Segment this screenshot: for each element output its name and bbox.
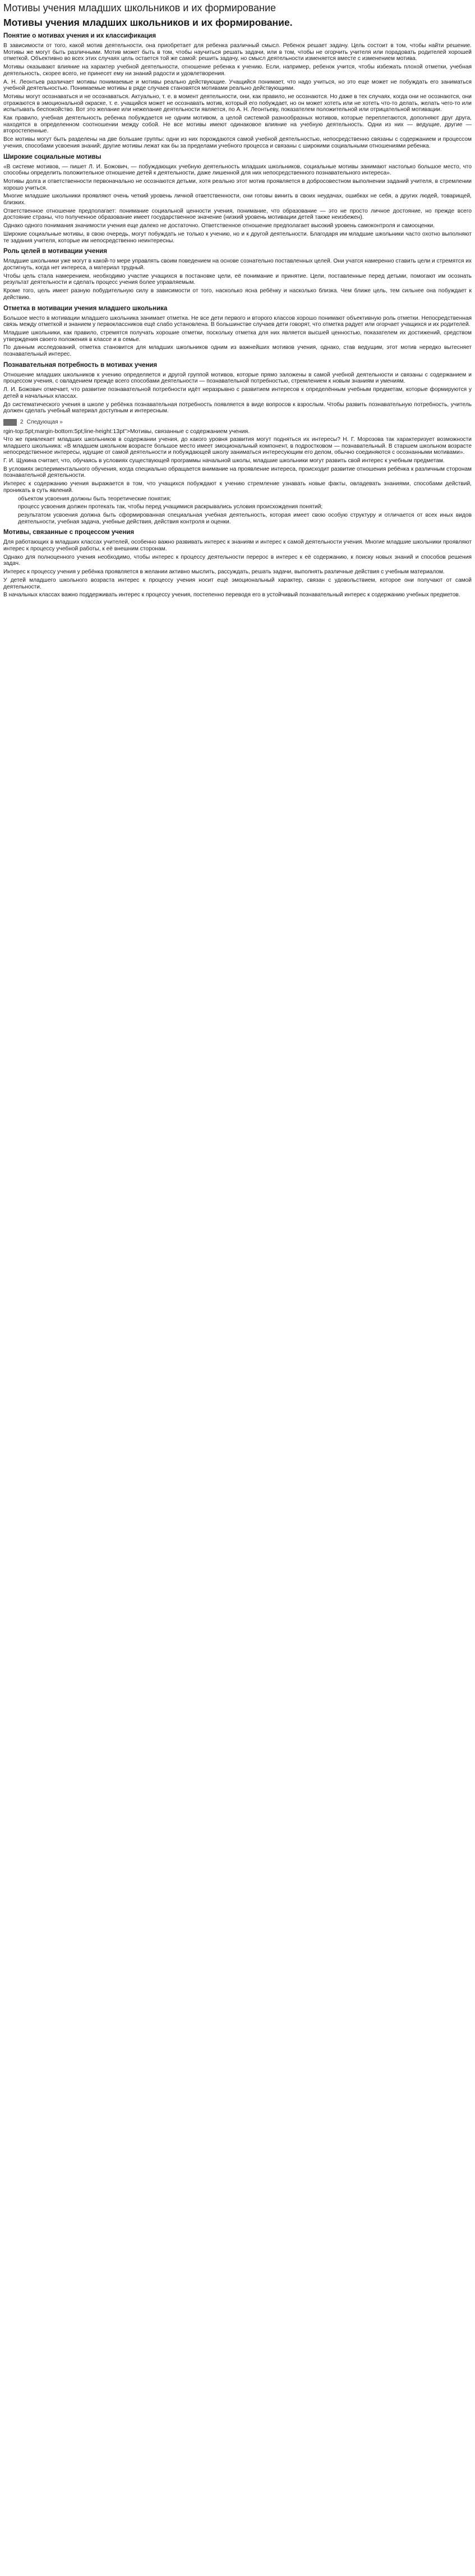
paragraph: В начальных классах важно поддерживать интерес к процессу учения, постепенно переводя его в устойчивый познавательный интерес к содержанию учебных предметов. [3, 592, 460, 599]
paragraph: Кроме того, цель имеет разную побудительную силу в зависимости от того, насколько ясна ребёнку и насколько близка. Чем ближе цель, тем сильнее она побуждает к действию. [3, 288, 472, 301]
document-title: Мотивы учения младших школьников и их формирование. [3, 17, 293, 28]
paragraph: Мотивы долга и ответственности первоначально не осознаются детьми, хотя реально этот мотив проявляется в добросовестном выполнении заданий учителя, в стремлении хорошо учиться. [3, 178, 472, 191]
paragraph: В зависимости от того, какой мотив деятельности, она приобретает для ребенка различный смысл. Ребенок решает задачу. Цель состоит в том, чтобы найти решение. Мотивы же могут быть различными. Мотив может быть в том, чтобы научиться решать задачи, или в том, чтобы не огорчить учителя или порадовать родителей хорошей отметкой. Объективно во всех этих случаях цель остается той же самой: решить задачу, но смысл деятельности изменяется вместе с изменением мотива. [3, 43, 472, 62]
section [3, 247, 472, 301]
markup-artifact-heading: rgin-top:5pt;margin-bottom:5pt;line-height:13pt">Мотивы, связанные с содержанием учения. [3, 427, 250, 435]
pagination-next-link[interactable]: Следующая » [26, 419, 63, 426]
section [3, 305, 472, 358]
paragraph: Чтобы цель стала намерением, необходимо участие учащихся в постановке цели, её понимание и принятие. Цели, поставленные перед детьми, помогают им осознать результат деятельности и сделать процесс учения более управляемым. [3, 273, 472, 286]
paragraph: Как правило, учебная деятельность ребенка побуждается не одним мотивом, а целой системой разнообразных мотивов, которые переплетаются, дополняют друг друга, находятся в определенном соотношении между собой. Не все мотивы имеют одинаковое влияние на учебную деятельность. Одни из них — ведущие, другие — второстепенные. [3, 115, 472, 135]
section [3, 153, 472, 245]
paragraph: Все мотивы могут быть разделены на две большие группы: одни из них порождаются самой учебной деятельностью, непосредственно связаны с содержанием и процессом учения, способами усвоения знаний; другие мотивы лежат как бы за пределами учебного процесса и связаны с широкими социальными отношениями ребенка. [3, 136, 472, 149]
paragraph: Г. И. Щукина считает, что, обучаясь в условиях существующей программы начальной школы, младшие школьники могут развить свой интерес к учебным предметам. [3, 458, 445, 464]
pagination-current-block[interactable] [3, 419, 17, 426]
paragraph: Широкие социальные мотивы, в свою очередь, могут побуждать не только к учению, но и к другой деятельности. Благодаря им младшие школьники часто охотно выполняют те задания учителя, которые им непосредственно неинтересны. [3, 231, 472, 244]
paragraph: Младшие школьники, как правило, стремятся получать хорошие отметки, поскольку отметка для них является высшей ценностью, показателем их достижений, средством утверждения своего положения в классе и в семье. [3, 329, 472, 343]
paragraph: Отношение младших школьников к учению определяется и другой группой мотивов, которые прямо заложены в самой учебной деятельности и связаны с содержанием и процессом учения, с овладением прежде всего способами деятельности — познавательной потребностью, стремлением к новым знаниям и умениям. [3, 371, 472, 385]
paragraph: А. Н. Леонтьев различает мотивы понимаемые и мотивы реально действующие. Учащийся понимает, что надо учиться, но это еще может не побуждать его заниматься учебной деятельностью. Понимаемые мотивы в ряде случаев становятся мотивами реально действующими. [3, 79, 472, 92]
section-heading: Мотивы, связанные с процессом учения [3, 529, 135, 536]
paragraph: Многие младшие школьники проявляют очень четкий уровень личной ответственности, они готовы винить в своих неудачах, ошибках не себя, а других людей, товарищей, близких. [3, 193, 472, 206]
list-item: процесс усвоения должен протекать так, чтобы перед учащимися раскрывались условия происхождения понятий; [18, 504, 323, 510]
paragraph: «В системе мотивов, — пишет Л. И. Божович, — побуждающих учебную деятельность младших школьников, социальные мотивы занимают настолько большое место, что способны определить положительное отношение детей к деятельности, даже лишенной для них непосредственного познавательного интереса». [3, 163, 472, 177]
paragraph: У детей младшего школьного возраста интерес к процессу учения носит ещё эмоциональный характер, связан с удовольствием, которое они получают от самой деятельности. [3, 577, 472, 590]
section-heading: Понятие о мотивах учения и их классификация [3, 33, 156, 39]
paragraph: В условиях экспериментального обучения, когда специально обращается внимание на проявление интереса, происходит развитие отношения ребёнка к различным сторонам познавательной деятельности. [3, 466, 472, 479]
section-heading: Роль целей в мотивации учения [3, 248, 107, 255]
paragraph: Интерес к содержанию учения выражается в том, что учащихся побуждают к учению стремление узнавать новые факты, овладевать знаниями, способами действий, проникать в суть явлений. [3, 481, 472, 494]
page-title: Мотивы учения младших школьников и их формирование [3, 2, 276, 13]
section-heading: Познавательная потребность в мотивах учения [3, 361, 158, 369]
paragraph: До систематического учения в школе у ребёнка познавательная потребность появляется в виде вопросов к взрослым. Чтобы развить познавательную потребность, учитель должен сделать учебный материал доступным и интересным. [3, 401, 472, 415]
section-heading: Широкие социальные мотивы [3, 153, 102, 160]
pagination-page-link[interactable]: 2 [20, 419, 24, 426]
section-heading: Отметка в мотивации учения младшего школьника [3, 305, 168, 312]
paragraph: Однако для полноценного учения необходимо, чтобы интерес к процессу деятельности перерос в интерес к её содержанию, к поиску новых знаний и способов решения задач. [3, 554, 472, 567]
paragraph: Большое место в мотивации младшего школьника занимает отметка. Не все дети первого и второго классов хорошо понимают объективную роль отметки. Непосредственная связь между отметкой и знанием у первоклассников ещё слабо установлена. В большинстве случаев дети говорят, что отметка радует или огорчает учащихся и их родителей. [3, 315, 472, 328]
paragraph: Мотивы могут осознаваться и не осознаваться. Актуально, т. е. в момент деятельности, они, как правило, не осознаются. Но даже в тех случаях, когда они не осознаются, они отражаются в эмоциональной окраске, т. е. учащийся может не осознавать мотив, который его побуждает, но он может хотеть или не хотеть что-то делать, желать чего-то или испытывать беспокойство. Вот это желание или нежелание деятельности является, по А. Н. Леонтьеву, показателем положительной или отрицательной мотивации. [3, 93, 472, 113]
paragraph: По данным исследований, отметка становится для младших школьников одним из важнейших мотивов учения, однако, став ведущим, этот мотив нередко вытесняет познавательный интерес. [3, 344, 472, 358]
list-item: объектом усвоения должны быть теоретические понятия; [18, 495, 172, 502]
section [3, 32, 472, 150]
paragraph: Для работающих в младших классах учителей, особенно важно развивать интерес к знаниям и интерес к самой деятельности учения. Многие младшие школьники проявляют интерес к процессу учебной работы, к её внешним сторонам. [3, 539, 472, 553]
section [3, 436, 472, 525]
pagination [3, 419, 472, 426]
section [3, 528, 472, 599]
paragraph: Л. И. Божович отмечает, что развитие познавательной потребности идёт неразрывно с развитием интересов к определённым учебным предметам, которые формируются у детей в начальных классах. [3, 387, 472, 399]
paragraph: Что же привлекает младших школьников в содержании учения, до какого уровня развития могут подняться их интересы? Н. Г. Морозова так характеризует возможности младшего школьника: «В младшем школьном возрасте большое место имеет эмоциональный компонент, в подростковом — познавательный. В старшем школьном возрасте непосредственное интересы, идущие от самой деятельности и побуждающей школу заниматься интересующим его делом, обычно соединяются с осознанными мотивами». [3, 436, 472, 456]
paragraph: Мотивы оказывают влияние на характер учебной деятельности, отношение ребенка к учению. Если, например, ребенок учится, чтобы избежать плохой отметки, учебная деятельность, скорее всего, не принесет ему ни знаний радости и удовлетворения. [3, 64, 472, 77]
section [3, 361, 472, 415]
paragraph: Однако одного понимания значимости учения еще далеко не достаточно. Ответственное отношение предполагает высокий уровень самоконтроля и самооценки. [3, 223, 435, 229]
paragraph: Младшие школьники уже могут в какой-то мере управлять своим поведением на основе сознательно поставленных целей. Они учатся намеренно ставить цели и стремятся их достигнуть, когда нет интереса, а материал трудный. [3, 258, 472, 271]
paragraph: Интерес к процессу учения у ребёнка проявляется в желании активно мыслить, рассуждать, решать задачи, выполнять различные действия с учебным материалом. [3, 569, 445, 576]
paragraph: Ответственное отношение предполагает: понимание социальной ценности учения, понимание, что образование — это не просто личное достояние, но прежде всего достояние страны, что полученное образование имеет государственное значение (низкий уровень мотивации детей также неизбежен). [3, 208, 472, 221]
list-item: результатом усвоения должна быть сформированная специальная учебная деятельность, которая имеет свою особую структуру и отличается от всех иных видов деятельности, учебная задача, учебные действия, действия контроля и оценки. [18, 512, 472, 525]
